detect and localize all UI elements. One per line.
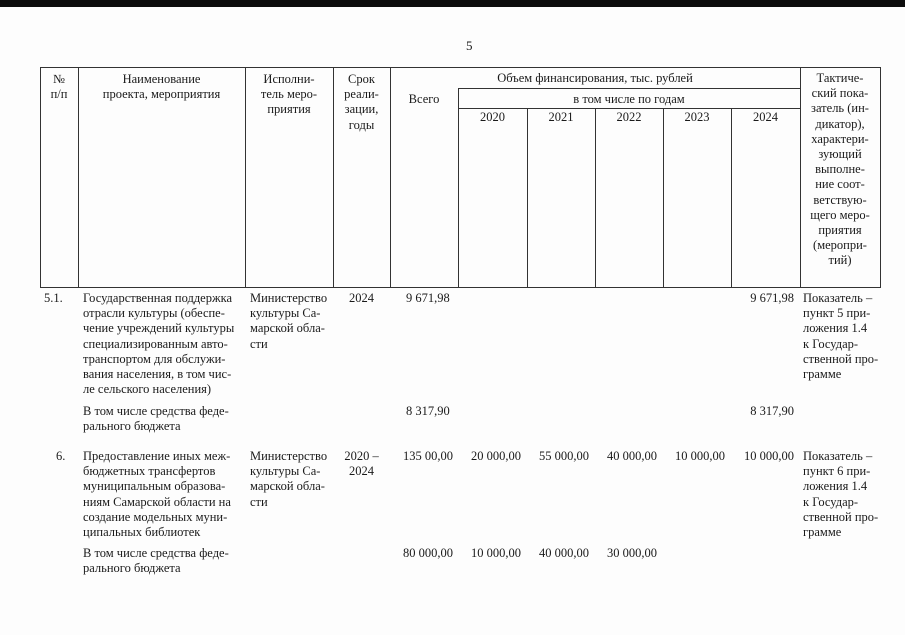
subrow-year-2020: 10 000,00 <box>471 546 521 560</box>
row-indicator: Показатель – пункт 6 при- ложения 1.4 к Государ- ственной про- грамме <box>803 449 879 540</box>
header-year-2023: 2023 <box>684 110 710 124</box>
subrow-label: В том числе средства феде- рального бюджета <box>83 404 229 434</box>
row-indicator: Показатель – пункт 5 при- ложения 1.4 к Государ- ственной про- грамме <box>803 291 879 382</box>
header-term: Срок реали- зации, годы <box>344 72 379 132</box>
row-year-2022: 40 000,00 <box>607 449 657 463</box>
row-year-2020: 20 000,00 <box>471 449 521 463</box>
header-year-2024: 2024 <box>753 110 778 124</box>
header-year-2020: 2020 <box>480 110 505 124</box>
header-indicator: Тактиче- ский пока- затель (ин- дикатор), характери- зующий выполне- ние соот- ветствую- щего меро- приятия (меропри- тий) <box>810 71 870 268</box>
row-term: 2020 – 2024 <box>344 449 379 479</box>
row-executor: Министерство культуры Са- марской обла- сти <box>250 449 328 509</box>
header-num: № п/п <box>50 72 68 102</box>
row-year-2024: 10 000,00 <box>744 449 794 463</box>
subrow-label: В том числе средства феде- рального бюджета <box>83 546 229 576</box>
subrow-total: 8 317,90 <box>406 404 450 418</box>
row-term: 2024 <box>349 291 374 305</box>
header-by-years: в том числе по годам <box>573 92 685 106</box>
page-number: 5 <box>466 38 473 53</box>
row-name: Государственная поддержка отрасли культуры (обеспе- чение учреждений культуры специализированным авто- транспортом для обслужи- вания населения, в том чис- ле сельского населения) <box>83 291 235 397</box>
subrow-year-2024: 8 317,90 <box>750 404 794 418</box>
header-year-2022: 2022 <box>616 110 642 124</box>
subrow-year-2022: 30 000,00 <box>607 546 657 560</box>
row-name: Предоставление иных меж- бюджетных трансфертов муниципальным образова- ниям Самарской области на создание модельных муни- ципальных библиотек <box>83 449 231 540</box>
row-total: 135 00,00 <box>403 449 453 463</box>
row-total: 9 671,98 <box>406 291 450 305</box>
header-total: Всего <box>408 92 440 106</box>
header-year-2021: 2021 <box>548 110 574 124</box>
scan-top-edge <box>0 0 905 7</box>
row-num: 6. <box>56 449 66 463</box>
header-funding: Объем финансирования, тыс. рублей <box>497 71 693 85</box>
header-name: Наименование проекта, мероприятия <box>102 72 221 102</box>
row-num: 5.1. <box>44 291 63 305</box>
row-year-2023: 10 000,00 <box>675 449 725 463</box>
row-executor: Министерство культуры Са- марской обла- сти <box>250 291 328 351</box>
subrow-year-2021: 40 000,00 <box>539 546 589 560</box>
row-year-2021: 55 000,00 <box>539 449 589 463</box>
row-year-2024: 9 671,98 <box>750 291 794 305</box>
subrow-total: 80 000,00 <box>403 546 453 560</box>
header-executor: Исполни- тель меро- приятия <box>260 72 318 117</box>
